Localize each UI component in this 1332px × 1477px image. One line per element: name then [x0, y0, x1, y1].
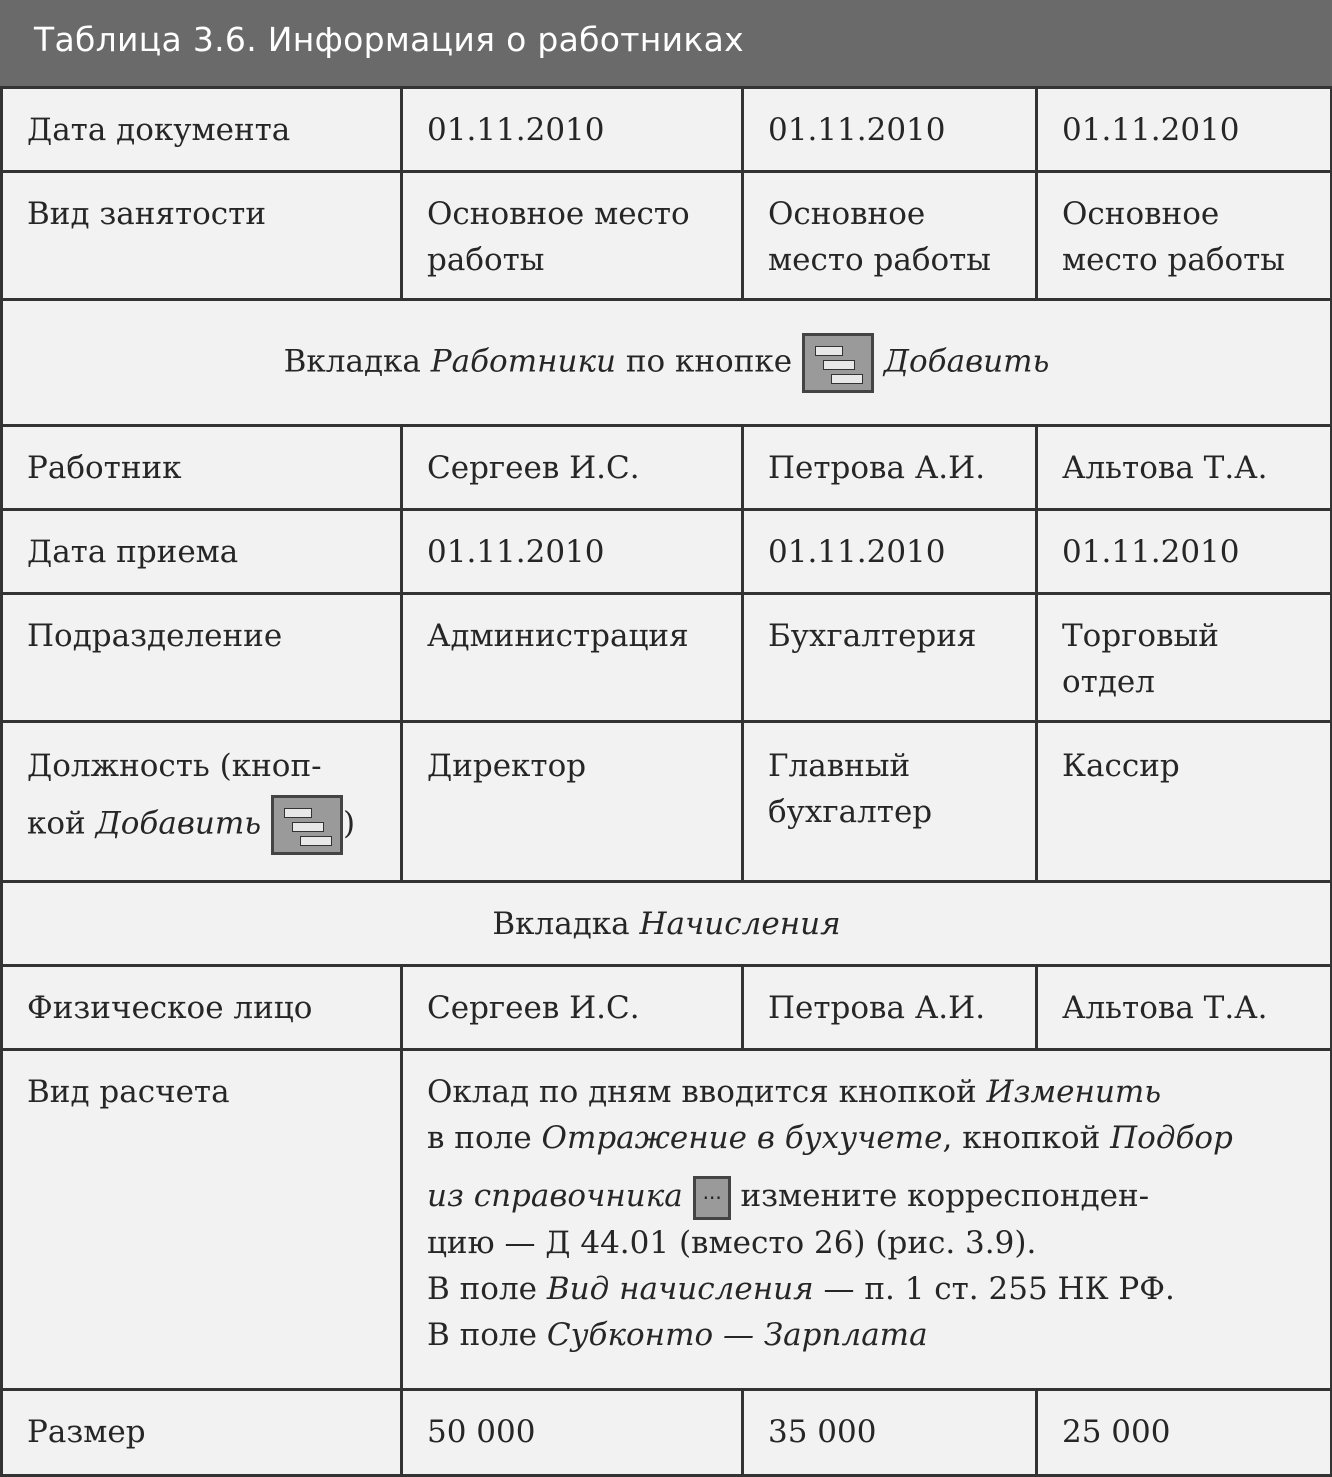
cell-line: работы	[427, 242, 545, 278]
table-row	[2, 594, 1332, 722]
text-run-italic: из справочника	[427, 1178, 683, 1214]
cell-value-merged	[402, 1050, 1332, 1390]
text-line	[427, 1069, 1322, 1115]
tab-name: Работники	[430, 343, 616, 379]
cell-value	[402, 594, 743, 722]
cell-line: Основное место	[427, 196, 690, 232]
table-title: Таблица 3.6. Информация о работниках	[34, 20, 745, 59]
cell-value	[402, 722, 743, 882]
cell-value	[1037, 594, 1332, 722]
cell-line: место работы	[768, 242, 991, 278]
section-row-accruals	[2, 882, 1332, 966]
cell-line: Основное	[768, 196, 926, 232]
text-line	[427, 1266, 1322, 1312]
cell-line: бухгалтер	[768, 794, 933, 830]
text-run-italic: Субконто	[546, 1316, 714, 1353]
text-line: цию — Д 44.01 (вместо 26) (рис. 3.9).	[427, 1224, 1037, 1261]
cell-value: 25 000	[1037, 1390, 1332, 1476]
button-name: Добавить	[95, 805, 262, 842]
text-run: , кнопкой	[942, 1120, 1101, 1156]
cell-value	[743, 172, 1037, 300]
cell-value: 01.11.2010	[743, 510, 1037, 594]
row-label: Дата приема	[2, 510, 402, 594]
section-prefix: Вкладка	[283, 343, 421, 379]
add-list-button-icon	[271, 795, 343, 855]
cell-value: 35 000	[743, 1390, 1037, 1476]
ellipsis-button-icon: ···	[693, 1176, 731, 1220]
cell-value	[402, 172, 743, 300]
table-row	[2, 722, 1332, 882]
text-run: измените корреспонден-	[740, 1178, 1150, 1214]
cell-line: Торговый	[1062, 618, 1219, 654]
text-line	[427, 1173, 1322, 1220]
text-run: Оклад по дням вводится кнопкой	[427, 1074, 977, 1110]
section-heading	[2, 300, 1332, 426]
row-label	[2, 722, 402, 882]
cell-value: 01.11.2010	[743, 88, 1037, 172]
cell-value: 50 000	[402, 1390, 743, 1476]
cell-value: 01.11.2010	[1037, 88, 1332, 172]
label-line: Должность (кноп-	[27, 748, 322, 784]
row-label: Физическое лицо	[2, 966, 402, 1050]
table-row	[2, 966, 1332, 1050]
cell-value	[743, 594, 1037, 722]
text-run-italic: Зарплата	[763, 1316, 928, 1353]
text-run: В поле	[427, 1316, 537, 1353]
cell-value	[1037, 172, 1332, 300]
label-line	[27, 795, 392, 855]
cell-line: Бухгалтерия	[768, 618, 977, 654]
section-row-workers	[2, 300, 1332, 426]
table-row	[2, 172, 1332, 300]
cell-line: Администрация	[427, 618, 689, 654]
label-prefix: кой	[27, 805, 86, 842]
row-label: Дата документа	[2, 88, 402, 172]
row-label: Подразделение	[2, 594, 402, 722]
cell-line: Директор	[427, 748, 587, 784]
table-title-bar	[0, 0, 1332, 88]
table-row	[2, 426, 1332, 510]
text-run-italic: —	[723, 1316, 754, 1353]
section-heading	[2, 882, 1332, 966]
table-row	[2, 88, 1332, 172]
text-run-italic: Изменить	[986, 1074, 1162, 1110]
section-prefix: Вкладка	[492, 905, 630, 942]
cell-line: Основное	[1062, 196, 1220, 232]
cell-value: Альтова Т.А.	[1037, 966, 1332, 1050]
row-label: Размер	[2, 1390, 402, 1476]
add-list-button-icon	[802, 333, 874, 393]
cell-value: Петрова А.И.	[743, 426, 1037, 510]
row-label: Работник	[2, 426, 402, 510]
cell-value: Петрова А.И.	[743, 966, 1037, 1050]
tab-name: Начисления	[639, 905, 841, 942]
row-label: Вид расчета	[2, 1050, 402, 1390]
cell-value: Сергеев И.С.	[402, 966, 743, 1050]
table-row	[2, 510, 1332, 594]
cell-value	[1037, 722, 1332, 882]
cell-line: место работы	[1062, 242, 1285, 278]
text-run-italic: Вид начисления	[546, 1270, 814, 1307]
cell-line: отдел	[1062, 664, 1155, 700]
text-line	[427, 1312, 1322, 1358]
text-run: в поле	[427, 1120, 532, 1156]
cell-value: 01.11.2010	[402, 88, 743, 172]
cell-value	[743, 722, 1037, 882]
table-row	[2, 1050, 1332, 1390]
row-label: Вид занятости	[2, 172, 402, 300]
employee-info-table	[0, 86, 1332, 1477]
cell-value: 01.11.2010	[1037, 510, 1332, 594]
label-close-paren: )	[342, 805, 356, 842]
cell-line: Кассир	[1062, 748, 1180, 784]
cell-line: Главный	[768, 748, 911, 784]
text-run: В поле	[427, 1270, 537, 1307]
text-line	[427, 1115, 1322, 1161]
cell-value: Альтова Т.А.	[1037, 426, 1332, 510]
section-middle: по кнопке	[625, 343, 793, 379]
cell-value: Сергеев И.С.	[402, 426, 743, 510]
cell-value: 01.11.2010	[402, 510, 743, 594]
text-run: — п. 1 ст. 255 НК РФ.	[823, 1270, 1175, 1307]
text-run-italic: Подбор	[1110, 1120, 1233, 1156]
button-name: Добавить	[883, 343, 1050, 379]
table-row	[2, 1390, 1332, 1476]
text-run-italic: Отражение в бухучете	[541, 1120, 943, 1156]
